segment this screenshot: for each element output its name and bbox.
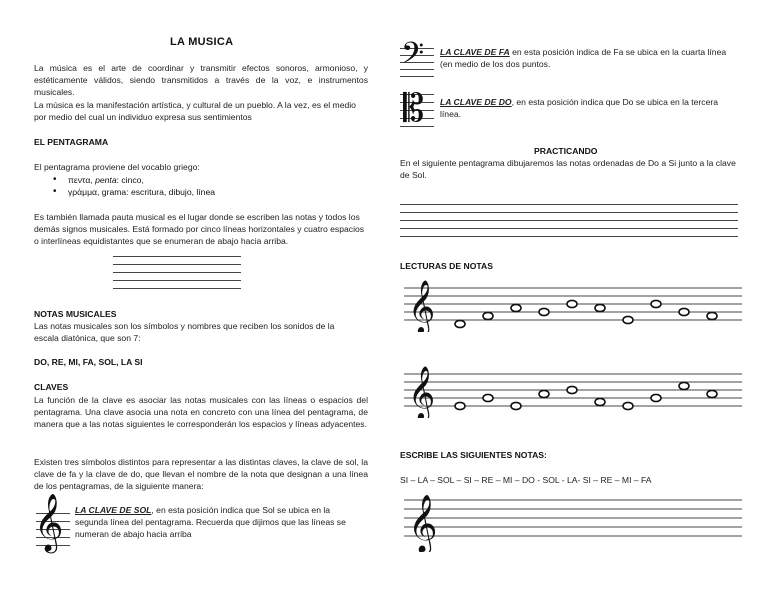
treble-clef-icon: 𝄞 [408, 365, 436, 418]
intro-paragraph-1: La música es el arte de coordinar y transmitir efectos sonoros, armonioso, y estéticamente válidos, siendo transmitidos a través de la voz, e instrumentos musicales. [34, 63, 368, 97]
pentagrama-heading: EL PENTAGRAMA [34, 137, 109, 147]
whole-note-icon [651, 394, 661, 401]
page-title: LA MUSICA [170, 36, 234, 48]
intro-paragraph-2: La música es la manifestación artística, y cultural de un pueblo. A la vez, es el medio por medio del cual un individuo expresa sus sentimientos [34, 100, 356, 122]
practicando-heading: PRACTICANDO [534, 146, 598, 156]
writing-staff [404, 492, 744, 552]
whole-note-icon [511, 304, 521, 311]
pentagrama-origin: El pentagrama proviene del vocablo griego: [34, 162, 200, 172]
whole-note-icon [483, 394, 493, 401]
alto-clef-icon: 𝄡 [403, 86, 425, 130]
whole-note-icon [455, 402, 465, 409]
whole-note-icon [539, 308, 549, 315]
list-item: • γράμμα, grama: escritura, dibujo, línea [48, 186, 215, 198]
simbolos-paragraph: Existen tres símbolos distintos para representar a las distintas claves, la clave de sol, la clave de fa y la clave de do, que llevan el nombre de la nota que designan a una línea de los pentagramas, de la siguiente manera: [34, 457, 368, 491]
escribe-notes: SI – LA – SOL – SI – RE – MI – DO - SOL - LA- SI – RE – MI – FA [400, 475, 652, 485]
whole-note-icon [595, 398, 605, 405]
greek-origin-list [48, 174, 215, 198]
whole-note-icon [595, 304, 605, 311]
lecturas-heading: LECTURAS DE NOTAS [400, 261, 493, 271]
treble-clef-icon: 𝄞 [34, 493, 64, 551]
whole-note-icon [455, 320, 465, 327]
claves-heading: CLAVES [34, 382, 69, 392]
pauta-paragraph: Es también llamada pauta musical es el lugar donde se escriben las notas y todos los demás signos musicales. Está formado por cinco líneas horizontales y cuatro espacios o interlíneas equidistantes que se enumeran de abajo hacia arriba. [34, 212, 365, 246]
whole-note-icon [623, 402, 633, 409]
treble-clef-icon: 𝄞 [408, 494, 438, 552]
whole-note-icon [511, 402, 521, 409]
whole-note-icon [679, 382, 689, 389]
notas-heading: NOTAS MUSICALES [34, 309, 117, 319]
whole-note-icon [651, 300, 661, 307]
notas-list: DO, RE, MI, FA, SOL, LA SI [34, 357, 143, 367]
whole-note-icon [623, 316, 633, 323]
list-item: • πεντα, penta: cinco, [48, 174, 215, 186]
whole-note-icon [539, 390, 549, 397]
whole-note-icon [567, 386, 577, 393]
notas-paragraph: Las notas musicales son los símbolos y nombres que reciben los sonidos de la escala diatónica, que son 7: [34, 321, 335, 343]
reading-exercise-2 [404, 362, 744, 418]
whole-note-icon [707, 390, 717, 397]
treble-clef-icon: 𝄞 [408, 279, 436, 332]
reading-exercise-1 [404, 276, 744, 332]
clave-fa-description: LA CLAVE DE FA en esta posición indica de Fa se ubica en la cuarta línea (en medio de los dos puntos. [440, 47, 727, 69]
bass-clef-icon: 𝄢 [401, 37, 425, 78]
whole-note-icon [483, 312, 493, 319]
practicando-paragraph: En el siguiente pentagrama dibujaremos las notas ordenadas de Do a Si junto a la clave de Sol. [400, 158, 736, 180]
claves-paragraph: La función de la clave es asociar las notas musicales con las líneas o espacios del pentagrama. Una clave asocia una nota en concreto con una línea del pentagrama, de manera que a las notas siguientes le corresponderán los espacios y líneas adyacentes. [34, 395, 368, 429]
whole-note-icon [679, 308, 689, 315]
whole-note-icon [707, 312, 717, 319]
clave-do-description: LA CLAVE DE DO, en esta posición indica que Do se ubica en la tercera línea. [440, 97, 719, 119]
whole-note-icon [567, 300, 577, 307]
escribe-heading: ESCRIBE LAS SIGUIENTES NOTAS: [400, 450, 547, 460]
clave-sol-description: LA CLAVE DE SOL, en esta posición indica que Sol se ubica en la segunda línea del pentagrama. Recuerda que dijimos que las líneas se numeran de abajo hacia arriba [75, 505, 346, 539]
